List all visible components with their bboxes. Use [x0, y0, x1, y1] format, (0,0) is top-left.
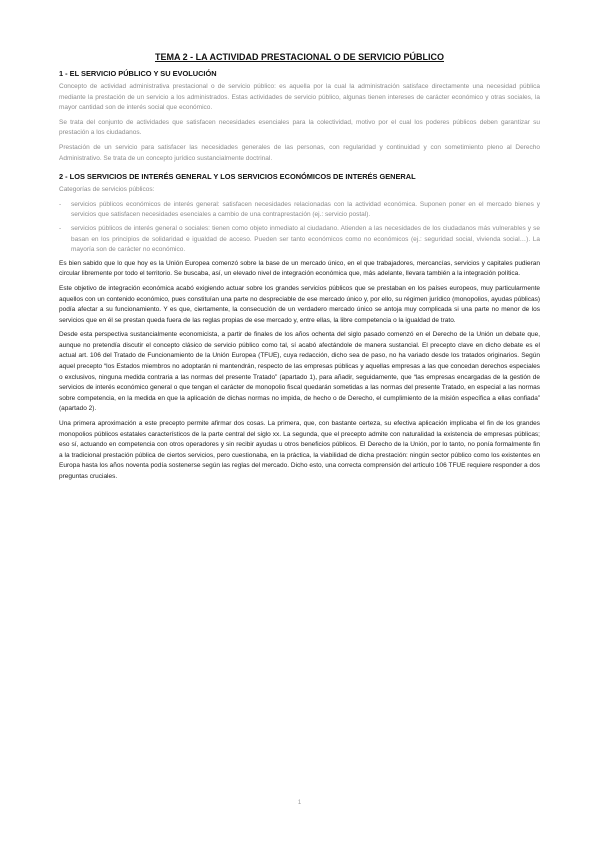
paragraph: Prestación de un servicio para satisfacer las necesidades generales de las personas, con regularidad y continuidad y con sometimiento pleno al Derecho Administrativo. Se trata de un concepto jurídico sustancialmente doctrinal. — [59, 143, 540, 162]
list-item-text: servicios públicos de interés general o sociales: tienen como objeto inmediato al ciudadano. Atienden a las necesidades de los ciudadanos más vulnerables y se basan en los principios de solidaridad e igualdad de acceso. Pueden ser tanto económicos como no económicos (ej.: seguridad social, vivienda social…). La mayoría son de carácter no económico. — [71, 224, 540, 254]
paragraph: Concepto de actividad administrativa prestacional o de servicio público: es aquella por la cual la administración satisface directamente una necesidad pública mediante la prestación de un servicio a los administrados. Estas actividades de servicio público, algunas tienen intereses de carácter económico y otras sociales, la mayor cantidad son de interés social que económico. — [59, 83, 540, 112]
bullet-dash: - — [59, 224, 62, 232]
paragraph: Es bien sabido que lo que hoy es la Unión Europea comenzó sobre la base de un mercado único, en el que trabajadores, mercancías, servicios y capitales pudieran circular libremente por todo el territorio. Se buscaba, así, un elevado nivel de integración económica que, más adelante, llevara también a la integración política. — [59, 259, 540, 278]
section-1-heading: 1 - EL SERVICIO PÚBLICO Y SU EVOLUCIÓN — [59, 69, 217, 78]
categories-intro: Categorías de servicios públicos: — [59, 186, 155, 194]
paragraph: Se trata del conjunto de actividades que satisfacen necesidades esenciales para la colectividad, motivo por el cual los poderes públicos deben garantizar su prestación a los ciudadanos. — [59, 118, 540, 137]
page-number: 1 — [297, 800, 302, 806]
paragraph: Desde esta perspectiva sustancialmente economicista, a partir de finales de los años ochenta del siglo pasado comenzó en el Derecho de la Unión un debate que, aunque no pretendía discutir el concepto clásico de servicio público como tal, sí acabó afectándole de manera sustancial. El precepto clave en dicho debate es el actual art. 106 del Tratado de Funcionamiento de la Unión Europea (TFUE), cuya redacción, dicho sea de paso, no ha variado desde los tratados originarios. Según aquel precepto “los Estados miembros no adoptarán ni mantendrán, respecto de las empresas públicas y aquellas empresas a las que concedan derechos especiales o exclusivos, ninguna medida contraria a las normas del presente Tratado” (apartado 1), para añadir, seguidamente, que “las empresas encargadas de la gestión de servicios de interés económico general o que tengan el carácter de monopolio fiscal quedarán sometidas a las normas del presente Tratado, en especial a las normas sobre competencia, en la medida en que la aplicación de dichas normas no impida, de hecho o de Derecho, el cumplimiento de la misión específica a ellas confiada” (apartado 2). — [59, 331, 540, 413]
page-title: TEMA 2 - LA ACTIVIDAD PRESTACIONAL O DE SERVICIO PÚBLICO — [154, 52, 445, 62]
paragraph: Una primera aproximación a este precepto permite afirmar dos cosas. La primera, que, con bastante certeza, su efectiva aplicación implicaba el fin de los grandes monopolios públicos estatales característicos de la parte central del siglo xx. La segunda, que el precepto admite con naturalidad la existencia de empresas públicas; eso sí, actuando en competencia con otros operadores y sin recibir ayudas u otros beneficios públicos. El Derecho de la Unión, por lo tanto, no ponía formalmente fin a la tradicional prestación pública de ciertos servicios, pero cuestionaba, en la práctica, la viabilidad de dicha prestación: ningún sector público como los existentes en Europa hasta los años noventa podía sostenerse según las reglas del mercado. Dicho esto, una correcta comprensión del artículo 106 TFUE requiere responder a dos preguntas cruciales. — [59, 420, 540, 480]
paragraph: Este objetivo de integración económica acabó exigiendo actuar sobre los grandes servicios públicos que se prestaban en los países europeos, muy particularmente aquellos con un contenido económico, pues constituían una parte no despreciable de ese mercado único y, por ello, su régimen jurídico (monopolios, ayudas públicas) podía afectar a su funcionamiento. Y es que, ciertamente, la consecución de un verdadero mercado único se antoja muy complicada si una parte no menor de los servicios que en él se prestan queda fuera de las reglas propias de ese mercado y, entre ellas, la libre competencia o la igualdad de trato. — [59, 284, 540, 324]
categories-list — [59, 200, 540, 256]
list-item — [59, 200, 540, 221]
bullet-dash: - — [59, 200, 62, 208]
document-page — [59, 52, 540, 487]
list-item-text: servicios públicos económicos de interés general: satisfacen necesidades relacionadas con la actividad económica. Suponen poner en el mercado bienes y servicios que satisfacen necesidades esenciales a cambio de una contraprestación (ej.: servicio postal). — [71, 200, 540, 219]
list-item — [59, 224, 540, 256]
section-2-heading: 2 - LOS SERVICIOS DE INTERÉS GENERAL Y LOS SERVICIOS ECONÓMICOS DE INTERÉS GENERAL — [59, 172, 416, 182]
